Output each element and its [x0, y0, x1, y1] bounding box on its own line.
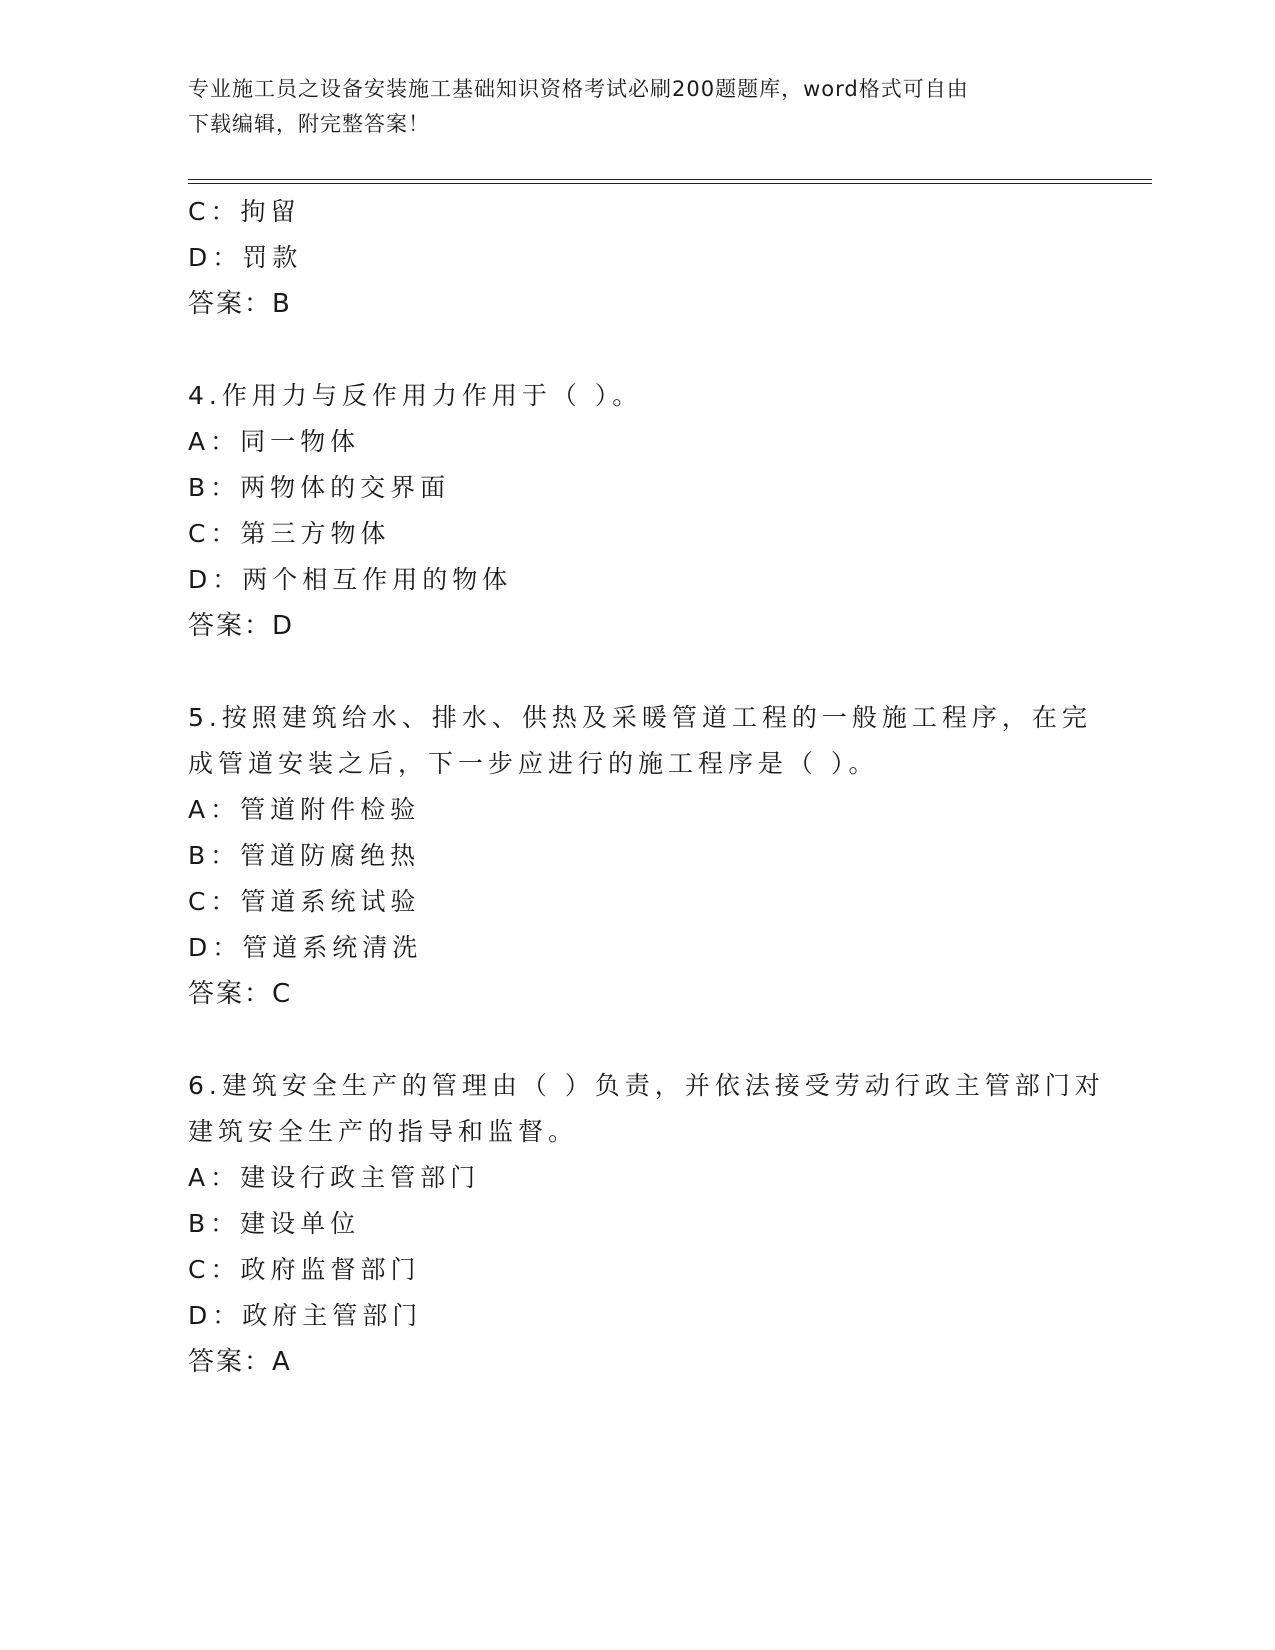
header-title-line-2: 下载编辑，附完整答案！ [188, 112, 430, 136]
question-text-line-2: 成管道安装之后，下一步应进行的施工程序是（ ）。 [188, 749, 879, 778]
question-4 [188, 373, 1088, 649]
question-list [188, 189, 1105, 1385]
question-text-line-1: 6.建筑安全生产的管理由（ ）负责，并依法接受劳动行政主管部门对 [188, 1071, 1105, 1100]
question-5 [188, 695, 1092, 1017]
option-a: A：同一物体 [188, 427, 361, 456]
spacer [188, 649, 1088, 695]
option-c: C：管道系统试验 [188, 887, 421, 916]
spacer [188, 1017, 1088, 1063]
option-c: C：第三方物体 [188, 519, 391, 548]
option-d: D：两个相互作用的物体 [188, 565, 513, 594]
option-a: A：管道附件检验 [188, 795, 421, 824]
answer-line: 答案：D [188, 611, 295, 641]
option-b: B：两物体的交界面 [188, 473, 451, 502]
option-b: B：建设单位 [188, 1209, 361, 1238]
question-text-line-2: 建筑安全生产的指导和监督。 [188, 1117, 579, 1146]
answer-line: 答案：C [188, 979, 293, 1009]
header-divider-top [188, 179, 1152, 180]
question-text-line-1: 5.按照建筑给水、排水、供热及采暖管道工程的一般施工程序，在完 [188, 703, 1092, 732]
question-3-continued [188, 189, 1088, 327]
option-c: C：拘留 [188, 197, 301, 226]
option-d: D：罚款 [188, 243, 303, 272]
option-a: A：建设行政主管部门 [188, 1163, 481, 1192]
answer-line: 答案：B [188, 289, 292, 319]
option-d: D：政府主管部门 [188, 1301, 423, 1330]
document-header [188, 72, 1088, 142]
header-divider-bottom [188, 183, 1152, 184]
spacer [188, 327, 1088, 373]
answer-line: 答案：A [188, 1347, 292, 1377]
option-c: C：政府监督部门 [188, 1255, 421, 1284]
option-d: D：管道系统清洗 [188, 933, 423, 962]
header-title-line-1: 专业施工员之设备安装施工基础知识资格考试必刷200题题库，word格式可自由 [188, 77, 969, 101]
option-b: B：管道防腐绝热 [188, 841, 421, 870]
question-text: 4.作用力与反作用力作用于（ ）。 [188, 381, 643, 410]
question-6 [188, 1063, 1105, 1385]
